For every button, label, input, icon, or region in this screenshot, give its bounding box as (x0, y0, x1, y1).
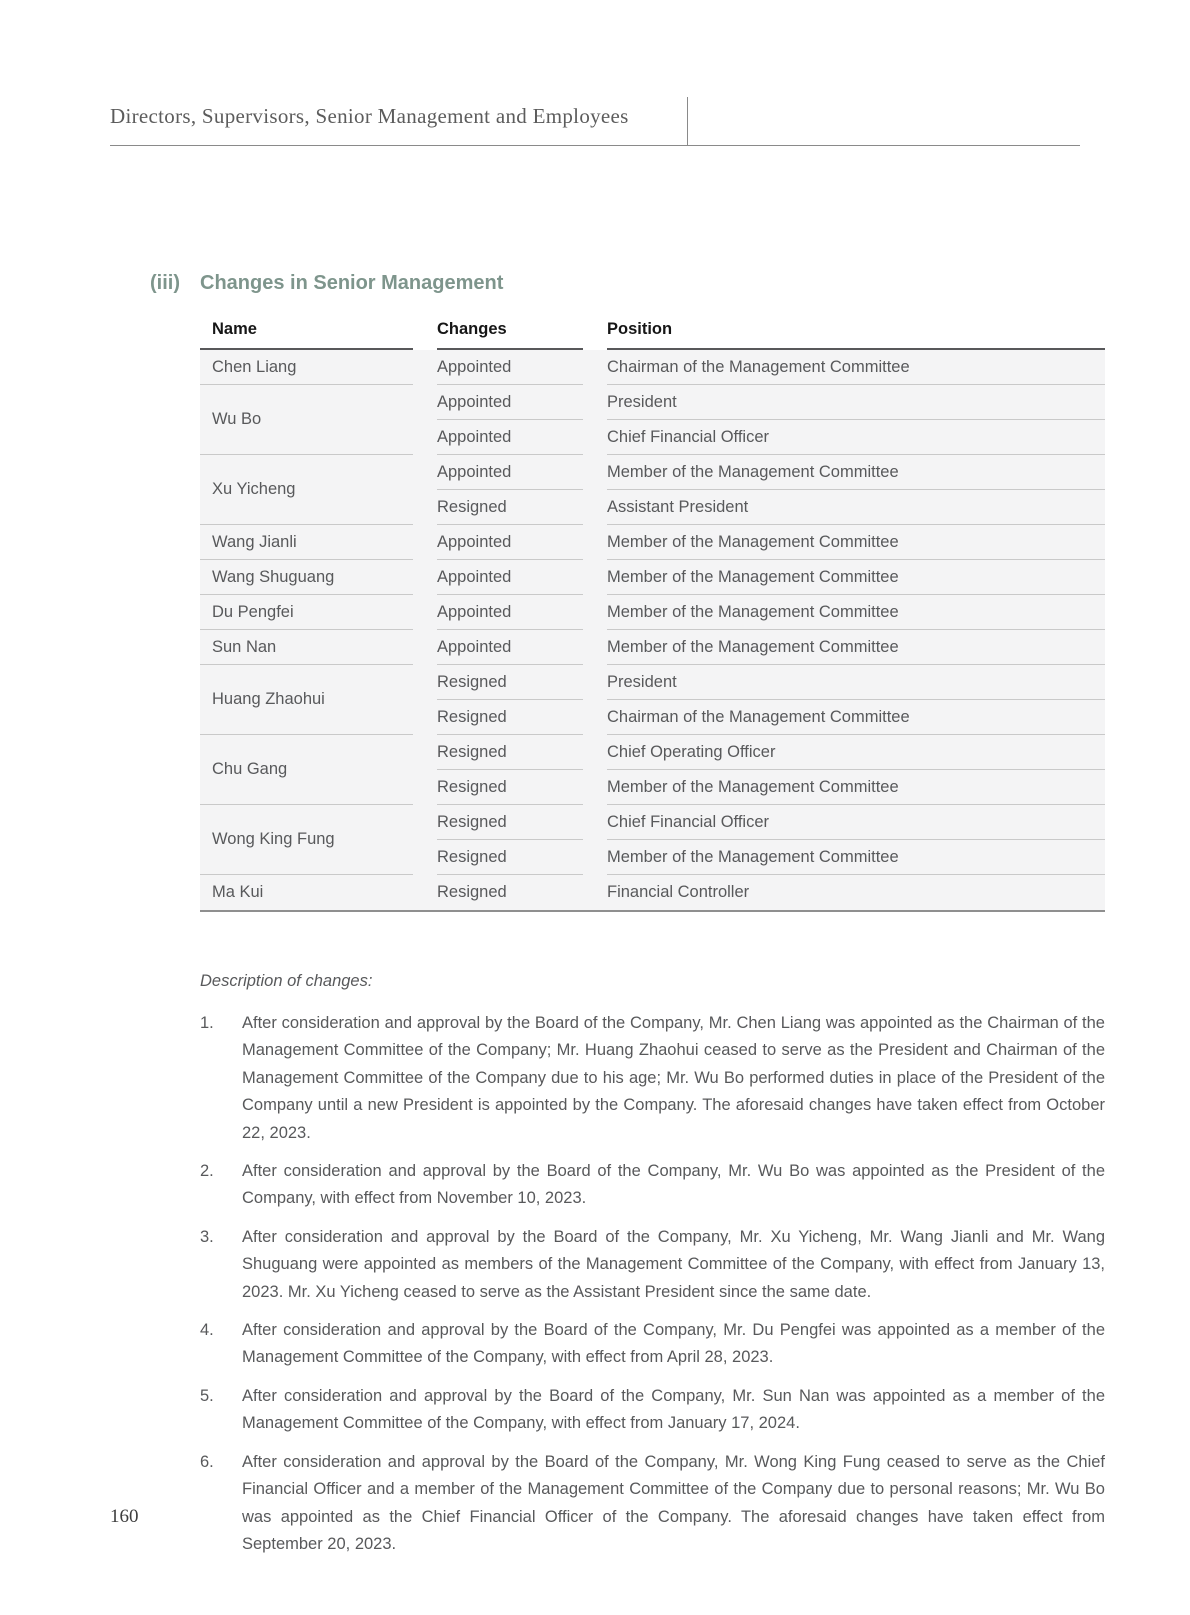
change-cell-text: Appointed (437, 427, 512, 446)
description-item-text: After consideration and approval by the Board of the Company, Mr. Du Pengfei was appointed as a member of the Management Committee of the Company, with effect from April 28, 2023. (242, 1321, 1105, 1367)
person-name: Sun Nan (212, 637, 277, 656)
description-item-number: 2. (200, 1162, 214, 1181)
position-cell-text: Chairman of the Management Committee (607, 357, 910, 376)
position-cell-text: Chairman of the Management Committee (607, 707, 910, 726)
description-item-text: After consideration and approval by the Board of the Company, Mr. Chen Liang was appointed as the Chairman of the Management Committee of the Company; Mr. Huang Zhaohui ceased to serve as the President and Chairman of the Management Committee of the Company due to his age; Mr. Wu Bo performed duties in place of the President of the Company until a new President is appointed by the Company. The aforesaid changes have taken effect from October 22, 2023. (242, 1014, 1105, 1142)
description-list (200, 1010, 1105, 1569)
position-cell (595, 700, 1105, 735)
person-name: Chu Gang (212, 760, 288, 778)
position-cell-text: Member of the Management Committee (607, 567, 899, 586)
name-cell (200, 455, 425, 525)
change-cell-text: Resigned (437, 707, 507, 726)
change-cell-text: Appointed (437, 462, 512, 481)
table-header-row (200, 308, 1105, 350)
position-cell-text: Member of the Management Committee (607, 602, 899, 621)
change-cell-text: Appointed (437, 357, 512, 376)
position-cell (595, 455, 1105, 490)
table-row (200, 735, 1105, 770)
page-number: 160 (110, 1506, 139, 1527)
table-row (200, 350, 1105, 385)
person-name: Chen Liang (212, 357, 297, 376)
description-item-number: 3. (200, 1227, 214, 1246)
position-cell (595, 385, 1105, 420)
change-cell (425, 735, 595, 770)
position-cell-text: Chief Financial Officer (607, 427, 770, 446)
table-row (200, 455, 1105, 490)
change-cell-text: Appointed (437, 567, 512, 586)
person-name: Huang Zhaohui (212, 690, 325, 708)
position-cell (595, 420, 1105, 455)
table-row (200, 665, 1105, 700)
name-cell (200, 875, 425, 910)
position-cell-text: Chief Financial Officer (607, 812, 770, 831)
column-header-position: Position (595, 308, 1105, 350)
position-cell-text: Member of the Management Committee (607, 777, 899, 796)
position-cell (595, 665, 1105, 700)
change-cell (425, 595, 595, 630)
position-cell-text: Member of the Management Committee (607, 847, 899, 866)
description-item (200, 1449, 1105, 1559)
change-cell (425, 630, 595, 665)
person-name: Wong King Fung (212, 830, 335, 848)
description-item-number: 1. (200, 1014, 214, 1032)
description-item-text: After consideration and approval by the Board of the Company, Mr. Sun Nan was appointed as a member of the Management Committee of the Company, with effect from January 17, 2024. (242, 1386, 1105, 1433)
position-cell (595, 350, 1105, 385)
name-cell (200, 385, 425, 455)
table-row (200, 385, 1105, 420)
change-cell-text: Appointed (437, 392, 512, 411)
name-cell (200, 805, 425, 875)
position-cell-text: Member of the Management Committee (607, 637, 899, 656)
change-cell (425, 490, 595, 525)
name-cell (200, 595, 425, 630)
name-cell (200, 560, 425, 595)
table-row (200, 525, 1105, 560)
position-cell (595, 840, 1105, 875)
change-cell (425, 420, 595, 455)
change-cell (425, 665, 595, 700)
name-cell (200, 735, 425, 805)
description-item (200, 1010, 1105, 1147)
table-row (200, 875, 1105, 910)
position-cell (595, 490, 1105, 525)
column-header-changes: Changes (425, 308, 595, 350)
change-cell-text: Resigned (437, 883, 507, 901)
position-cell (595, 630, 1105, 665)
header-horizontal-rule (110, 145, 1080, 146)
name-cell (200, 525, 425, 560)
change-cell (425, 455, 595, 490)
description-item (200, 1317, 1105, 1372)
change-cell-text: Resigned (437, 847, 507, 866)
page-header-title: Directors, Supervisors, Senior Management and Employees (110, 104, 629, 128)
description-item-text: After consideration and approval by the Board of the Company, Mr. Xu Yicheng, Mr. Wang Jianli and Mr. Wang Shuguang were appointed as members of the Management Committee of the Company, with effect from January 13, 2023. Mr. Xu Yicheng ceased to serve as the Assistant President since the same date. (242, 1227, 1105, 1301)
position-cell (595, 735, 1105, 770)
description-item (200, 1383, 1105, 1438)
name-cell (200, 350, 425, 385)
description-item-text: After consideration and approval by the Board of the Company, Mr. Wu Bo was appointed as the President of the Company, with effect from November 10, 2023. (242, 1162, 1105, 1208)
change-cell (425, 700, 595, 735)
person-name: Wang Jianli (212, 532, 297, 551)
position-cell-text: President (607, 392, 677, 411)
description-item-number: 5. (200, 1386, 214, 1405)
change-cell (425, 350, 595, 385)
position-cell (595, 875, 1105, 910)
description-item-number: 4. (200, 1321, 214, 1340)
change-cell (425, 805, 595, 840)
table-row (200, 630, 1105, 665)
change-cell-text: Resigned (437, 497, 507, 516)
description-item (200, 1158, 1105, 1213)
position-cell (595, 595, 1105, 630)
section-title: Changes in Senior Management (200, 272, 504, 294)
table-row (200, 560, 1105, 595)
header-vertical-divider (687, 97, 688, 145)
senior-management-changes-table (200, 308, 1105, 912)
section-heading (150, 272, 503, 295)
position-cell (595, 770, 1105, 805)
position-cell-text: Member of the Management Committee (607, 462, 899, 481)
description-item-number: 6. (200, 1452, 214, 1471)
description-item-text: After consideration and approval by the Board of the Company, Mr. Wong King Fung ceased to serve as the Chief Financial Officer and a member of the Management Committee of the Company due to personal reasons; Mr. Wu Bo was appointed as the Chief Financial Officer of the Company. The aforesaid changes have taken effect from September 20, 2023. (242, 1452, 1105, 1553)
table-row (200, 805, 1105, 840)
change-cell-text: Resigned (437, 777, 507, 796)
position-cell (595, 805, 1105, 840)
change-cell (425, 875, 595, 910)
person-name: Wang Shuguang (212, 567, 335, 586)
position-cell-text: President (607, 672, 677, 691)
position-cell-text: Assistant President (607, 497, 749, 516)
position-cell-text: Chief Operating Officer (607, 742, 776, 761)
person-name: Wu Bo (212, 410, 262, 428)
change-cell (425, 840, 595, 875)
change-cell-text: Resigned (437, 812, 507, 831)
name-cell (200, 665, 425, 735)
person-name: Ma Kui (212, 883, 264, 901)
change-cell-text: Appointed (437, 602, 512, 621)
position-cell-text: Financial Controller (607, 883, 750, 901)
change-cell (425, 385, 595, 420)
position-cell (595, 560, 1105, 595)
person-name: Xu Yicheng (212, 480, 296, 498)
change-cell-text: Appointed (437, 637, 512, 656)
name-cell (200, 630, 425, 665)
change-cell (425, 560, 595, 595)
column-header-name: Name (200, 308, 425, 350)
position-cell-text: Member of the Management Committee (607, 532, 899, 551)
position-cell (595, 525, 1105, 560)
description-item (200, 1224, 1105, 1306)
section-index: (iii) (150, 272, 180, 294)
change-cell-text: Appointed (437, 532, 512, 551)
person-name: Du Pengfei (212, 602, 294, 621)
table-row (200, 595, 1105, 630)
change-cell-text: Resigned (437, 672, 507, 691)
change-cell-text: Resigned (437, 742, 507, 761)
change-cell (425, 770, 595, 805)
description-heading: Description of changes: (200, 972, 373, 990)
change-cell (425, 525, 595, 560)
